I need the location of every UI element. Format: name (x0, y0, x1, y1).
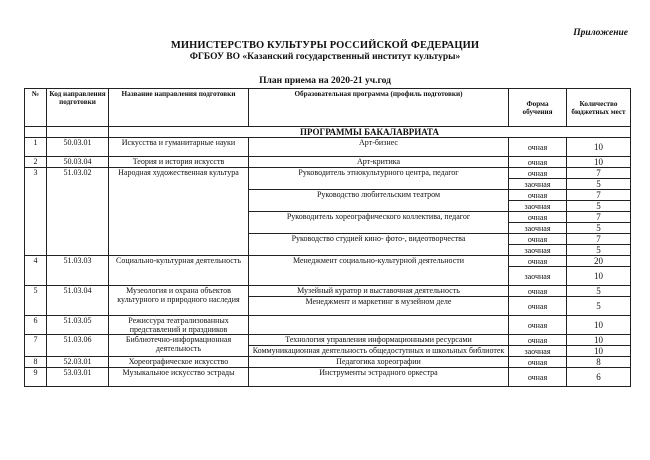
program-title: Руководитель этнокультурного центра, педагог (249, 168, 509, 190)
direction-name: Музыкальное искусство эстрады (109, 368, 249, 387)
study-form: очная (509, 256, 567, 267)
study-form: очная (509, 335, 567, 346)
column-header-places: Количество бюджетных мест (567, 89, 631, 127)
section-row (25, 127, 631, 138)
budget-places: 20 (567, 256, 631, 267)
direction-name: Искусства и гуманитарные науки (109, 138, 249, 157)
study-form: очная (509, 316, 567, 335)
row-number: 9 (25, 368, 47, 387)
direction-name: Хореографическое искусство (109, 357, 249, 368)
study-form: заочная (509, 346, 567, 357)
ministry-title: МИНИСТЕРСТВО КУЛЬТУРЫ РОССИЙСКОЙ ФЕДЕРАЦИИ (170, 40, 480, 51)
institute-title: ФГБОУ ВО «Казанский государственный институт культуры» (189, 52, 461, 62)
program-title: Инструменты эстрадного оркестра (249, 368, 509, 387)
budget-places: 6 (567, 368, 631, 387)
program-title: Руководитель хореографического коллектива, педагог (249, 212, 509, 234)
budget-places: 7 (567, 190, 631, 201)
direction-code: 51.03.06 (47, 335, 109, 357)
program-title: Менеджмент социально-культурной деятельности (249, 256, 509, 286)
budget-places: 7 (567, 212, 631, 223)
budget-places: 8 (567, 357, 631, 368)
program-title: Технология управления информационными ресурсами (249, 335, 509, 346)
study-form: очная (509, 157, 567, 168)
column-header-name: Название направления подготовки (109, 89, 249, 127)
budget-places: 10 (567, 157, 631, 168)
direction-code: 50.03.01 (47, 138, 109, 157)
table-row (25, 168, 631, 179)
program-title: Арт-бизнес (249, 138, 509, 157)
program-title: Арт-критика (249, 157, 509, 168)
table-header-row (25, 89, 631, 127)
admission-plan-table (24, 88, 631, 387)
direction-code: 51.03.04 (47, 286, 109, 316)
row-number: 5 (25, 286, 47, 316)
direction-code: 52.03.01 (47, 357, 109, 368)
study-form: заочная (509, 179, 567, 190)
budget-places: 5 (567, 245, 631, 256)
budget-places: 5 (567, 179, 631, 190)
section-spacer (47, 127, 109, 138)
direction-code: 50.03.04 (47, 157, 109, 168)
plan-title: План приема на 2020-21 уч.год (259, 76, 391, 86)
study-form: очная (509, 368, 567, 387)
budget-places: 10 (567, 335, 631, 346)
direction-code: 51.03.03 (47, 256, 109, 286)
program-title: Менеджмент и маркетинг в музейном деле (249, 297, 509, 316)
direction-name: Библиотечно-информационная деятельность (109, 335, 249, 357)
direction-code: 51.03.05 (47, 316, 109, 335)
study-form: очная (509, 297, 567, 316)
program-title: Коммуникационная деятельность общедоступных и школьных библиотек (249, 346, 509, 357)
direction-name: Социально-культурная деятельность (109, 256, 249, 286)
direction-name: Музеология и охрана объектов культурного и природного наследия (109, 286, 249, 316)
table-row (25, 286, 631, 297)
table-row (25, 316, 631, 335)
column-header-program: Образовательная программа (профиль подготовки) (249, 89, 509, 127)
column-header-num: № (25, 89, 47, 127)
budget-places: 10 (567, 346, 631, 357)
study-form: заочная (509, 201, 567, 212)
section-title: ПРОГРАММЫ БАКАЛАВРИАТА (109, 127, 631, 138)
study-form: очная (509, 212, 567, 223)
direction-name: Народная художественная культура (109, 168, 249, 256)
row-number: 7 (25, 335, 47, 357)
program-title: Музейный куратор и выставочная деятельность (249, 286, 509, 297)
row-number: 1 (25, 138, 47, 157)
table-row (25, 357, 631, 368)
study-form: очная (509, 286, 567, 297)
budget-places: 5 (567, 297, 631, 316)
table-row (25, 368, 631, 387)
direction-code: 53.03.01 (47, 368, 109, 387)
budget-places: 10 (567, 138, 631, 157)
direction-name: Теория и история искусств (109, 157, 249, 168)
column-header-form: Форма обучения (509, 89, 567, 127)
column-header-code: Код направления подготовки (47, 89, 109, 127)
study-form: очная (509, 168, 567, 179)
direction-name: Режиссура театрализованных представлений и праздников (109, 316, 249, 335)
row-number: 6 (25, 316, 47, 335)
table-row (25, 335, 631, 346)
budget-places: 10 (567, 316, 631, 335)
table-row (25, 138, 631, 157)
row-number: 3 (25, 168, 47, 256)
program-title: Педагогика хореографии (249, 357, 509, 368)
program-title (249, 316, 509, 335)
row-number: 4 (25, 256, 47, 286)
study-form: заочная (509, 267, 567, 286)
row-number: 8 (25, 357, 47, 368)
row-number: 2 (25, 157, 47, 168)
budget-places: 10 (567, 267, 631, 286)
study-form: очная (509, 190, 567, 201)
study-form: заочная (509, 223, 567, 234)
study-form: очная (509, 138, 567, 157)
table-row (25, 157, 631, 168)
budget-places: 5 (567, 286, 631, 297)
study-form: очная (509, 357, 567, 368)
section-spacer (25, 127, 47, 138)
budget-places: 5 (567, 223, 631, 234)
program-title: Руководство студией кино- фото-, видеотворчества (249, 234, 509, 256)
appendix-label: Приложение (573, 28, 628, 38)
budget-places: 7 (567, 168, 631, 179)
table-row (25, 256, 631, 267)
program-title: Руководство любительским театром (249, 190, 509, 212)
study-form: очная (509, 234, 567, 245)
study-form: заочная (509, 245, 567, 256)
direction-code: 51.03.02 (47, 168, 109, 256)
budget-places: 7 (567, 234, 631, 245)
budget-places: 5 (567, 201, 631, 212)
